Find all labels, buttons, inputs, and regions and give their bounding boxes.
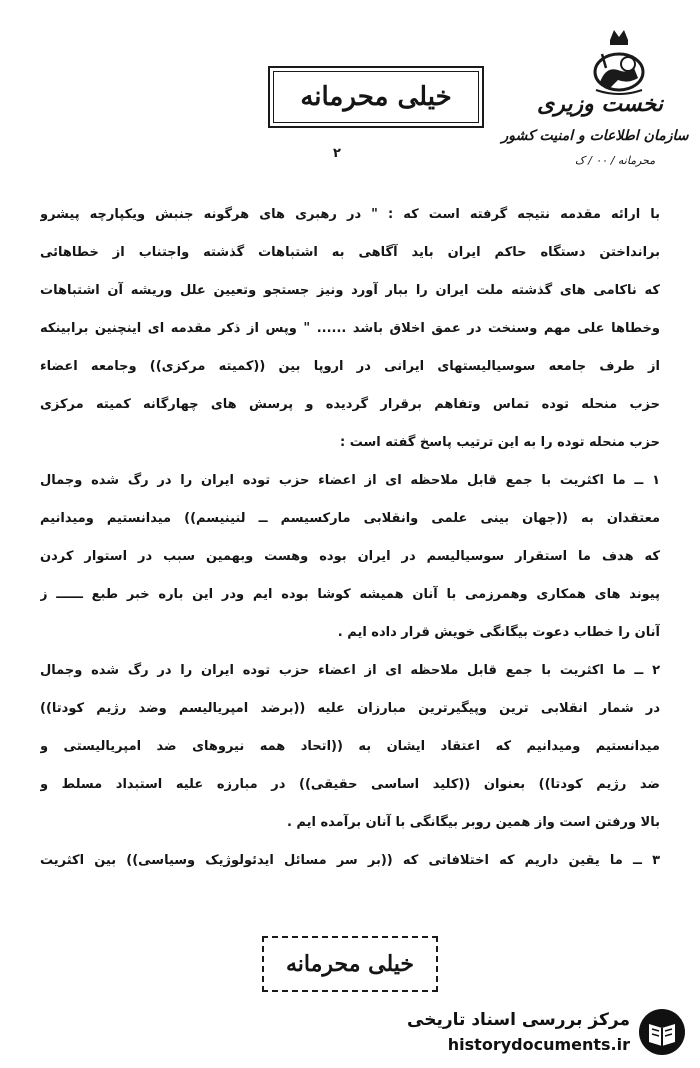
body-line: ۲ ــ ما اکثریت با جمع قابل ملاحظه ای از اعضاء حزب توده ایران را در رگ شده وجمال: [40, 663, 660, 678]
book-logo-icon: [638, 1008, 686, 1056]
body-line: ۱ ــ ما اکثریت با جمع قابل ملاحظه ای از اعضاء حزب توده ایران را در رگ شده وجمال: [40, 473, 660, 488]
body-line: که هدف ما استقرار سوسیالیسم در ایران بوده وهست وبهمین سبب در استوار کردن: [40, 549, 660, 564]
body-line: پیوند های همکاری وهمرزمی با آنان همیشه کوشا بوده ایم ودر این باره خبر طبع ــــــ ز: [40, 587, 660, 602]
body-line: معتقدان به ((جهان بینی علمی وانقلابی مارکسیسم ــ لنینیسم)) میدانستیم ومیدانیم: [40, 511, 660, 526]
body-line: آنان را خطاب دعوت بیگانگی خویش قرار داده ایم .: [337, 625, 660, 640]
document-body: [40, 196, 660, 880]
watermark: [407, 1004, 690, 1060]
classification-stamp-top: [268, 66, 484, 128]
lion-and-sun-crest-icon: [588, 28, 650, 98]
body-line: وخطاها علی مهم وسنخت در عمق اخلاق باشد ...... " وپس از ذکر مقدمه ای اینچنین برابینکه: [40, 321, 660, 336]
body-line: برانداختن دستگاه حاکم ایران باید آگاهی به اشتباهات گذشته واجتناب از خطاهائی: [40, 245, 660, 260]
reference-number: محرمانه / ۰۰ / ک: [574, 154, 656, 167]
page-number: ۲: [333, 146, 341, 161]
body-line: ضد رژیم کودتا)) بعنوان ((کلید اساسی حقیقی)) در مبارزه علیه استبداد مسلط و: [40, 777, 660, 792]
classification-stamp-text: خیلی محرمانه: [300, 82, 452, 112]
body-line: میدانستیم ومیدانیم که اعتقاد ایشان به ((اتحاد همه نیروهای ضد امپریالیستی و: [40, 739, 660, 754]
classification-stamp-text: خیلی محرمانه: [285, 951, 415, 977]
body-line: از طرف جامعه سوسیالیستهای ایرانی در اروپا بین ((کمیته مرکزی)) وجامعه اعضاء: [40, 359, 660, 374]
body-line: در شمار انقلابی ترین وپیگیرترین مبارزان علیه ((برضد امپریالیسم وضد رژیم کودتا)): [40, 701, 660, 716]
body-line: بالا ورفتن است واز همین روبر بیگانگی با آنان برآمده ایم .: [286, 815, 660, 830]
organization-name: سازمان اطلاعات و امنیت کشور: [501, 128, 689, 144]
body-line: حزب منحله توده تماس وتفاهم برقرار گردیده و پرسش های چهارگانه کمیته مرکزی: [40, 397, 660, 412]
watermark-name: مرکز بررسی اسناد تاریخی: [407, 1010, 630, 1030]
classification-stamp-bottom: [262, 936, 438, 992]
watermark-url: historydocuments.ir: [447, 1035, 630, 1054]
body-line: حزب منحله توده را به این ترتیب پاسخ گفته است :: [340, 435, 660, 450]
body-line: با ارائه مقدمه نتیجه گرفته است که : " در رهبری های هرگونه جنبش ویکپارچه پیشرو: [40, 207, 660, 222]
body-line: که ناکامی های گذشته ملت ایران را ببار آورد ونیز جستجو وتعیین علل وریشه آن اشتباهات: [40, 283, 660, 298]
body-line: ۳ ــ ما یقین داریم که اختلافاتی که ((بر سر مسائل ایدئولوژیک وسیاسی)) بین اکثریت: [40, 853, 660, 868]
ministry-title: نخست وزیری: [537, 91, 663, 117]
